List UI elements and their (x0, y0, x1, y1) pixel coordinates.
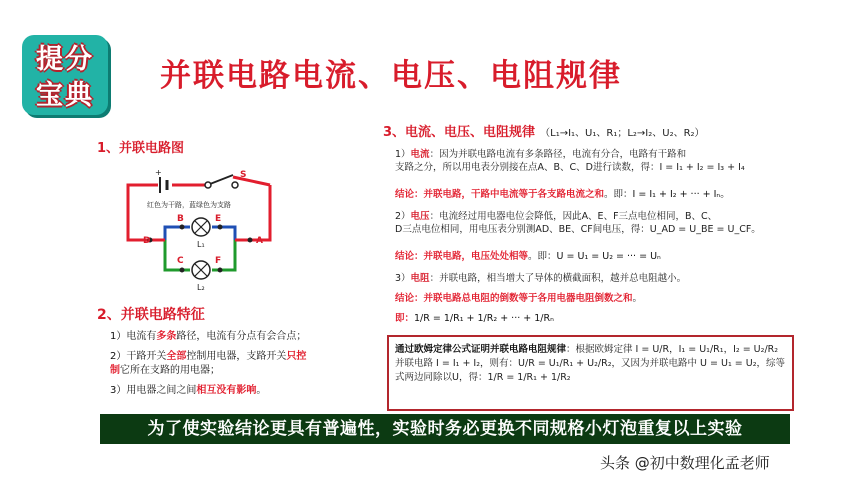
node-label-e: E (215, 214, 222, 224)
voltage-conclusion: 结论：并联电路，电压处处相等。即：U = U₁ = U₂ = ··· = Uₙ (395, 251, 661, 262)
lamp1-label: L₁ (197, 240, 205, 249)
circuit-diagram (120, 160, 290, 310)
proof-line-2: 并联电路 I = I₁ + I₂，则有：U/R = U₁/R₁ + U₂/R₂，又因为并联电路中 U = U₁ = U₂，综等 (395, 358, 786, 369)
watermark: 头条 @初中数理化孟老师 (600, 454, 770, 472)
battery-icon (155, 168, 167, 193)
lamp2-label: L₂ (197, 283, 205, 292)
bottom-banner: 为了使实验结论更具有普遍性，实验时务必更换不同规格小灯泡重复以上实验 (100, 414, 790, 444)
logo-line-2: 宝典 (36, 80, 94, 111)
proof-heading: 通过欧姆定律公式证明并联电路电阻规律 (395, 344, 567, 355)
section3-heading-row (383, 121, 705, 140)
feature-item-2: 2）干路开关全部控制用电器，支路开关只控 (110, 351, 307, 362)
resistance-conclusion: 结论：并联电路总电阻的倒数等于各用电器电阻倒数之和。 (395, 293, 643, 304)
section2-heading: 2、并联电路特征 (97, 307, 205, 323)
node-label-a: A (256, 236, 263, 246)
feature-item-3: 3）用电器之间之间相互没有影响。 (110, 385, 267, 396)
lamp1-icon (192, 218, 210, 236)
node-label-f: F (215, 256, 222, 266)
node-label-c: C (177, 256, 184, 266)
resistance-block: 3）电阻：并联电路，相当增大了导体的横截面积，越并总电阻越小。 (395, 273, 687, 284)
proof-line-1: ：根据欧姆定律 I = U/R，I₁ = U₁/R₁，I₂ = U₂/R₂ (566, 344, 779, 355)
section2-list (110, 330, 372, 398)
voltage-block: 2）电压：电流经过用电器电位会降低，因此A、E、F三点电位相同，B、C、 D三点电位相同，用电压表分别测AD、BE、CF间电压，得：U_AD = U_BE = U_CF。 (395, 211, 761, 235)
current-block: 1）电流：因为并联电路电流有多条路径，电流有分合，电路有干路和 支路之分，所以用电表分别接在点A、B、C、D进行读数，得：I = I₁ + I₂ = I₃ + I₄ (395, 149, 745, 173)
resistance-formula: 即：1/R = 1/R₁ + 1/R₂ + ··· + 1/Rₙ (395, 313, 554, 324)
logo-badge (22, 35, 108, 115)
proof-box (387, 335, 794, 411)
proof-line-3: 式两边同除以U，得：1/R = 1/R₁ + 1/R₂ (395, 372, 571, 383)
feature-item-1: 1）电流有多条路径，电流有分点有会合点； (110, 331, 307, 342)
current-conclusion: 结论：并联电路，干路中电流等于各支路电流之和。即：I = I₁ + I₂ + ··· + Iₙ。 (395, 189, 730, 200)
section3-heading-suffix: （L₁→I₁、U₁、R₁；L₂→I₂、U₂、R₂） (540, 128, 705, 139)
svg-text:+: + (155, 168, 162, 177)
switch-label: S (240, 170, 247, 180)
circuit-note: 红色为干路，蓝绿色为支路 (147, 201, 231, 209)
section1-heading: 1、并联电路图 (97, 141, 185, 156)
logo-line-1: 提分 (36, 44, 94, 75)
node-label-b: B (177, 214, 184, 224)
node-label-d: D (143, 236, 151, 246)
section3-heading: 3、电流、电压、电阻规律 (383, 125, 536, 140)
page-title: 并联电路电流、电压、电阻规律 (160, 58, 622, 94)
lamp2-icon (192, 261, 210, 279)
feature-item-2-cont: 制它所在支路的用电器； (110, 365, 220, 376)
